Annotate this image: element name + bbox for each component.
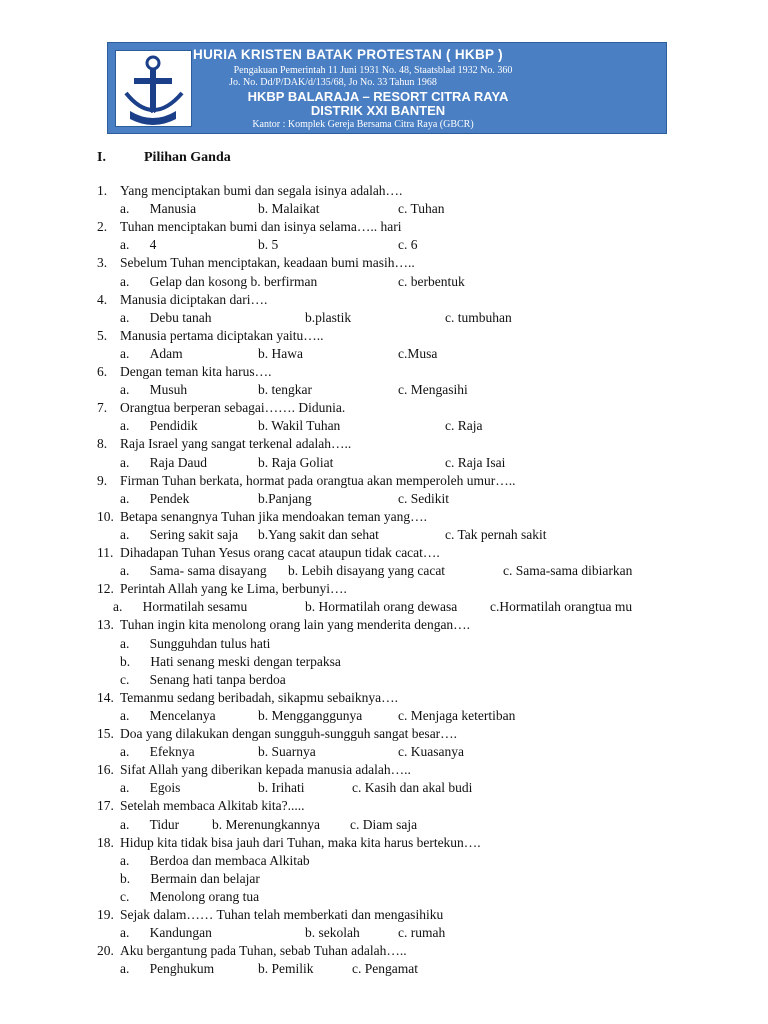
option-row bbox=[0, 418, 700, 434]
question-number: 3. bbox=[97, 255, 108, 271]
question-11 bbox=[97, 545, 697, 561]
answer-option: c. Kuasanya bbox=[398, 744, 464, 760]
answer-option: c. Pengamat bbox=[352, 961, 418, 977]
option-row bbox=[0, 201, 700, 217]
answer-option: b. Merenungkannya bbox=[212, 816, 320, 832]
option-row bbox=[0, 672, 700, 688]
question-text: Temanmu sedang beribadah, sikapmu sebaiknya…. bbox=[120, 689, 398, 705]
answer-option: a. Mencelanya bbox=[120, 707, 216, 723]
answer-option: a. Hormatilah sesamu bbox=[113, 599, 248, 615]
question-number: 18. bbox=[97, 834, 114, 850]
question-number: 12. bbox=[97, 581, 114, 597]
answer-option: a. Penghukum bbox=[120, 961, 215, 977]
answer-option: b. Bermain dan belajar bbox=[120, 870, 260, 886]
question-text: Dengan teman kita harus…. bbox=[120, 364, 272, 379]
question-19 bbox=[97, 907, 697, 923]
question-number: 13. bbox=[97, 617, 114, 633]
answer-option: a. Adam bbox=[120, 345, 183, 361]
question-8 bbox=[97, 436, 697, 452]
section-title: Pilihan Ganda bbox=[144, 150, 231, 165]
letterhead bbox=[107, 42, 667, 134]
answer-option: a. Debu tanah bbox=[120, 309, 212, 325]
option-row bbox=[0, 346, 700, 362]
question-number: 6. bbox=[97, 364, 108, 379]
option-row bbox=[0, 853, 700, 869]
question-number: 1. bbox=[97, 183, 108, 198]
question-number: 10. bbox=[97, 508, 114, 524]
answer-option: b. Suarnya bbox=[258, 744, 316, 760]
church-name: HKBP BALARAJA – RESORT CITRA RAYA bbox=[247, 89, 509, 104]
option-row bbox=[0, 455, 700, 471]
option-row bbox=[0, 654, 700, 670]
option-row bbox=[0, 817, 700, 833]
question-number: 14. bbox=[97, 689, 114, 705]
question-10 bbox=[97, 509, 697, 525]
question-number: 2. bbox=[97, 219, 108, 235]
question-4 bbox=[97, 292, 697, 308]
question-number: 9. bbox=[97, 472, 108, 488]
question-15 bbox=[97, 726, 697, 742]
answer-option: c. rumah bbox=[398, 925, 446, 941]
question-number: 7. bbox=[97, 400, 108, 416]
question-number: 16. bbox=[97, 762, 114, 778]
answer-option: b. Lebih disayang yang cacat bbox=[288, 563, 446, 579]
answer-option: b. Raja Goliat bbox=[258, 454, 334, 470]
option-row bbox=[0, 527, 700, 543]
answer-option: b. Irihati bbox=[258, 780, 305, 796]
question-number: 8. bbox=[97, 436, 108, 452]
decree-line: Jo. No. Dd/P/DAK/d/135/68, Jo No. 33 Tahun 1968 bbox=[229, 77, 437, 88]
answer-option: a. Kandungan bbox=[120, 925, 212, 941]
answer-option: c.Musa bbox=[398, 345, 438, 361]
question-text: Firman Tuhan berkata, hormat pada orangtua akan memperoleh umur….. bbox=[120, 472, 516, 488]
question-text: Tuhan menciptakan bumi dan isinya selama….. hari bbox=[120, 219, 402, 235]
answer-option: c. Sama-sama dibiarkan bbox=[503, 563, 633, 579]
answer-option: a. Berdoa dan membaca Alkitab bbox=[120, 852, 310, 868]
question-number: 4. bbox=[97, 291, 108, 307]
question-16 bbox=[97, 762, 697, 778]
question-number: 20. bbox=[97, 943, 114, 959]
answer-option: a. Pendidik bbox=[120, 418, 198, 434]
office-address: Kantor : Komplek Gereja Bersama Citra Raya (GBCR) bbox=[252, 119, 474, 130]
recognition-line: Pengakuan Pemerintah 11 Juni 1931 No. 48, Staatsblad 1932 No. 360 bbox=[233, 65, 513, 76]
question-number: 17. bbox=[97, 798, 114, 814]
answer-option: a. Tidur bbox=[120, 816, 180, 832]
option-row bbox=[0, 310, 700, 326]
question-13 bbox=[97, 617, 697, 633]
question-text: Manusia diciptakan dari…. bbox=[120, 291, 268, 307]
answer-option: b. tengkar bbox=[258, 382, 312, 398]
question-1 bbox=[97, 183, 697, 199]
answer-option: a. Manusia bbox=[120, 201, 197, 217]
option-row bbox=[0, 708, 700, 724]
question-text: Manusia pertama diciptakan yaitu….. bbox=[120, 327, 324, 343]
question-2 bbox=[97, 219, 697, 235]
question-text: Sejak dalam…… Tuhan telah memberkati dan mengasihiku bbox=[120, 907, 444, 922]
answer-option: a. Sering sakit saja bbox=[120, 526, 239, 542]
org-name: HURIA KRISTEN BATAK PROTESTAN ( HKBP ) bbox=[193, 47, 503, 62]
answer-option: c. Menjaga ketertiban bbox=[398, 707, 516, 723]
option-row bbox=[0, 563, 700, 579]
question-14 bbox=[97, 690, 697, 706]
answer-option: a. Gelap dan kosong b. berfirman bbox=[120, 273, 318, 289]
answer-option: c. tumbuhan bbox=[445, 309, 512, 325]
answer-option: c. Menolong orang tua bbox=[120, 888, 260, 904]
answer-option: c. Kasih dan akal budi bbox=[352, 780, 473, 796]
answer-option: c. 6 bbox=[398, 237, 418, 253]
option-row bbox=[0, 961, 700, 977]
answer-option: b. sekolah bbox=[305, 925, 360, 941]
question-text: Setelah membaca Alkitab kita?..... bbox=[120, 798, 305, 814]
answer-option: a. Egois bbox=[120, 780, 181, 796]
answer-option: c. Raja bbox=[445, 418, 483, 434]
option-row bbox=[0, 871, 700, 887]
answer-option: b. 5 bbox=[258, 237, 279, 253]
option-row bbox=[0, 925, 700, 941]
section-number: I. bbox=[97, 150, 106, 165]
option-row bbox=[0, 636, 700, 652]
question-number: 5. bbox=[97, 327, 108, 343]
option-row bbox=[0, 744, 700, 760]
question-number: 15. bbox=[97, 726, 114, 741]
question-text: Aku bergantung pada Tuhan, sebab Tuhan adalah….. bbox=[120, 943, 407, 959]
option-row bbox=[0, 274, 700, 290]
question-text: Hidup kita tidak bisa jauh dari Tuhan, maka kita harus bertekun…. bbox=[120, 834, 481, 850]
question-12 bbox=[97, 581, 697, 597]
option-row bbox=[0, 382, 700, 398]
answer-option: c. Sedikit bbox=[398, 490, 449, 506]
question-18 bbox=[97, 835, 697, 851]
answer-option: a. Sungguhdan tulus hati bbox=[120, 635, 271, 651]
question-text: Sifat Allah yang diberikan kepada manusia adalah….. bbox=[120, 762, 411, 778]
answer-option: a. Pendek bbox=[120, 490, 190, 506]
answer-option: b. Hormatilah orang dewasa bbox=[305, 599, 458, 615]
question-number: 11. bbox=[97, 545, 114, 560]
answer-option: c. berbentuk bbox=[398, 273, 465, 289]
question-20 bbox=[97, 943, 697, 959]
answer-option: b.Panjang bbox=[258, 490, 312, 506]
question-9 bbox=[97, 473, 697, 489]
option-row bbox=[0, 237, 700, 253]
answer-option: c. Tak pernah sakit bbox=[445, 526, 547, 542]
answer-option: c. Tuhan bbox=[398, 201, 445, 217]
answer-option: c. Senang hati tanpa berdoa bbox=[120, 671, 286, 687]
logo-caption: HKBP bbox=[144, 112, 165, 119]
question-3 bbox=[97, 255, 697, 271]
answer-option: c.Hormatilah orangtua mu bbox=[490, 599, 633, 615]
answer-option: a. 4 bbox=[120, 237, 157, 253]
answer-option: a. Raja Daud bbox=[120, 454, 207, 470]
answer-option: b. Hati senang meski dengan terpaksa bbox=[120, 653, 341, 669]
question-text: Dihadapan Tuhan Yesus orang cacat ataupun tidak cacat…. bbox=[120, 545, 440, 560]
answer-option: c. Mengasihi bbox=[398, 382, 468, 398]
answer-option: a. Sama- sama disayang bbox=[120, 563, 267, 579]
question-text: Perintah Allah yang ke Lima, berbunyi…. bbox=[120, 581, 347, 597]
question-text: Betapa senangnya Tuhan jika mendoakan teman yang…. bbox=[120, 508, 428, 524]
question-6 bbox=[97, 364, 697, 380]
answer-option: c. Raja Isai bbox=[445, 454, 506, 470]
question-text: Yang menciptakan bumi dan segala isinya adalah…. bbox=[120, 183, 403, 198]
question-text: Tuhan ingin kita menolong orang lain yang menderita dengan…. bbox=[120, 617, 471, 633]
answer-option: b. Malaikat bbox=[258, 201, 320, 217]
answer-option: b. Pemilik bbox=[258, 961, 314, 977]
option-row bbox=[0, 780, 700, 796]
question-text: Sebelum Tuhan menciptakan, keadaan bumi masih….. bbox=[120, 255, 415, 271]
option-row bbox=[0, 491, 700, 507]
option-row bbox=[0, 599, 700, 615]
answer-option: b.Yang sakit dan sehat bbox=[258, 526, 379, 542]
question-number: 19. bbox=[97, 907, 114, 922]
question-17 bbox=[97, 798, 697, 814]
answer-option: b. Wakil Tuhan bbox=[258, 418, 341, 434]
answer-option: a. Efeknya bbox=[120, 744, 195, 760]
question-text: Orangtua berperan sebagai……. Didunia. bbox=[120, 400, 346, 416]
question-text: Doa yang dilakukan dengan sungguh-sungguh sangat besar…. bbox=[120, 726, 458, 741]
question-text: Raja Israel yang sangat terkenal adalah….. bbox=[120, 436, 352, 452]
answer-option: b. Mengganggunya bbox=[258, 707, 363, 723]
option-row bbox=[0, 889, 700, 905]
question-7 bbox=[97, 400, 697, 416]
district-name: DISTRIK XXI BANTEN bbox=[310, 103, 446, 118]
answer-option: a. Musuh bbox=[120, 382, 188, 398]
answer-option: c. Diam saja bbox=[350, 816, 418, 832]
answer-option: b.plastik bbox=[305, 309, 352, 325]
answer-option: b. Hawa bbox=[258, 345, 303, 361]
question-5 bbox=[97, 328, 697, 344]
